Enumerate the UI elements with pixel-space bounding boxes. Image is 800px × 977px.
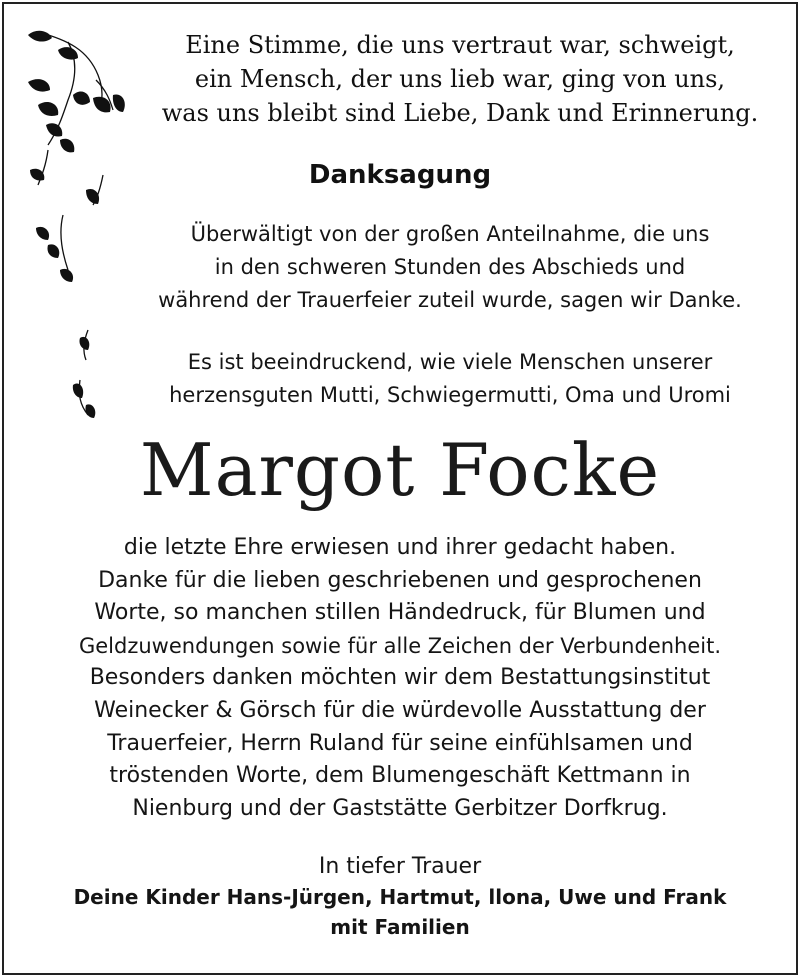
poem-line: Eine Stimme, die uns vertraut war, schweigt, xyxy=(185,31,735,59)
closing-intro: In tiefer Trauer xyxy=(318,854,482,879)
poem-line: was uns bleibt sind Liebe, Dank und Erinnerung. xyxy=(161,99,759,127)
family-names: Deine Kinder Hans-Jürgen, Hartmut, llona, Uwe und Frank xyxy=(73,885,727,909)
text-line: in den schweren Stunden des Abschieds und xyxy=(214,255,686,279)
text-line: Weinecker & Görsch für die würdevolle Ausstattung der xyxy=(94,697,706,723)
heading: Danksagung xyxy=(308,160,492,190)
family-suffix: mit Familien xyxy=(330,915,470,939)
text-line: herzensguten Mutti, Schwiegermutti, Oma und Uromi xyxy=(169,383,731,407)
text-line: Es ist beeindruckend, wie viele Menschen unserer xyxy=(187,350,713,374)
text-line: Überwältigt von der großen Anteilnahme, die uns xyxy=(190,222,710,246)
paragraph-3 xyxy=(0,532,800,825)
text-line: Besonders danken möchten wir dem Bestattungsinstitut xyxy=(89,665,711,691)
closing xyxy=(0,852,800,942)
paragraph-1 xyxy=(110,218,790,317)
text-line: tröstenden Worte, dem Blumengeschäft Kettmann in xyxy=(109,763,691,789)
deceased-name: Margot Focke xyxy=(139,428,661,512)
text-line: die letzte Ehre erwiesen und ihrer gedacht haben. xyxy=(123,535,677,560)
text-line: Nienburg und der Gaststätte Gerbitzer Dorfkrug. xyxy=(132,795,668,821)
text-line: Worte, so manchen stillen Händedruck, für Blumen und xyxy=(94,600,706,626)
text-line: Danke für die lieben geschriebenen und gesprochenen xyxy=(98,567,702,593)
text-line: Trauerfeier, Herrn Ruland für seine einfühlsamen und xyxy=(107,730,693,756)
paragraph-2 xyxy=(110,346,790,412)
text-line: Geldzuwendungen sowie für alle Zeichen der Verbundenheit. xyxy=(78,633,722,658)
text-line: während der Trauerfeier zuteil wurde, sagen wir Danke. xyxy=(158,288,742,312)
poem-line: ein Mensch, der uns lieb war, ging von uns, xyxy=(194,65,726,93)
poem xyxy=(120,28,800,130)
